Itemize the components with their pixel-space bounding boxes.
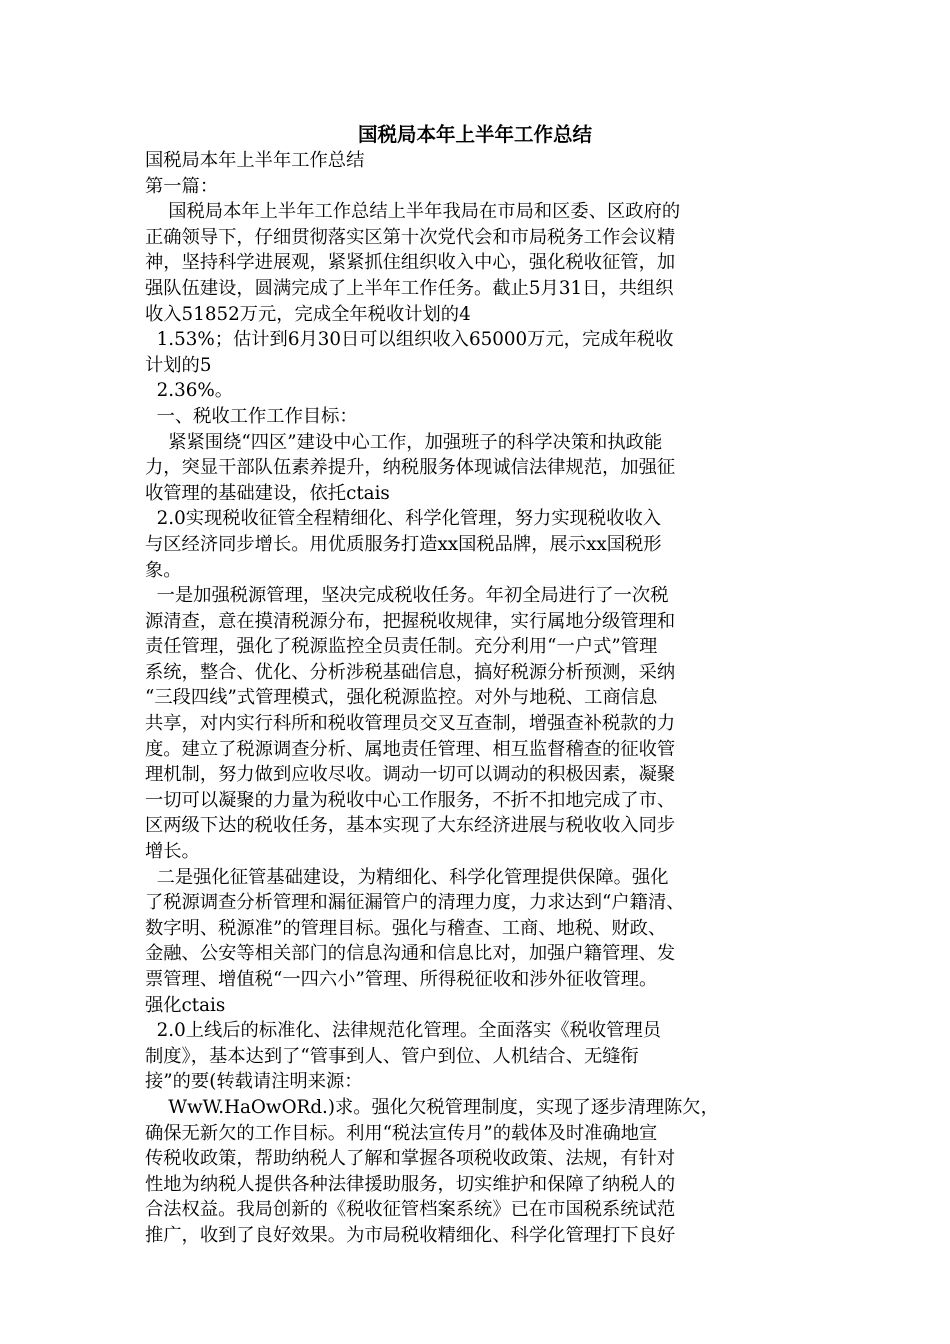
text-line: 2.0实现税收征管全程精细化、科学化管理，努力实现税收收入: [145, 508, 662, 530]
text-line: 正确领导下，仔细贯彻落实区第十次党代会和市局税务工作会议精: [145, 226, 676, 248]
text-line: 理机制，努力做到应收尽收。调动一切可以调动的积极因素，凝聚: [145, 764, 676, 786]
text-line: 传税收政策，帮助纳税人了解和掌握各项税收政策、法规，有针对: [145, 1148, 676, 1170]
text-line: 第一篇：: [145, 175, 219, 197]
text-line: 一、税收工作工作目标：: [145, 405, 358, 427]
text-line: 强化ctais: [145, 994, 226, 1016]
text-line: 1.53%；估计到6月30日可以组织收入65000万元，完成年税收: [145, 329, 674, 351]
text-line: 二是强化征管基础建设，为精细化、科学化管理提供保障。强化: [145, 866, 669, 888]
text-line: 一切可以凝聚的力量为税收中心工作服务，不折不扣地完成了市、: [145, 789, 676, 811]
document-body: [145, 148, 825, 1249]
text-line: 收管理的基础建设，依托ctais: [145, 482, 390, 504]
text-line: 国税局本年上半年工作总结上半年我局在市局和区委、区政府的: [145, 201, 681, 223]
text-line: 票管理、增值税“一四六小”管理、所得税征收和涉外征收管理。: [145, 969, 658, 990]
text-line: 增长。: [145, 841, 200, 863]
text-line: “三段四线”式管理模式，强化税源监控。对外与地税、工商信息: [145, 687, 658, 709]
document-title: 国税局本年上半年工作总结: [357, 123, 592, 146]
text-line: 金融、公安等相关部门的信息沟通和信息比对，加强户籍管理、发: [145, 943, 676, 965]
text-line: 2.0上线后的标准化、法律规范化管理。全面落实《税收管理员: [145, 1020, 662, 1042]
text-line: 一是加强税源管理，坚决完成税收任务。年初全局进行了一次税: [145, 585, 669, 607]
text-line: 神，坚持科学进展观，紧紧抓住组织收入中心，强化税收征管，加: [145, 252, 676, 274]
text-line: 计划的5: [145, 354, 212, 376]
text-line: 收入51852万元，完成全年税收计划的4: [145, 303, 471, 325]
text-line: 数字明、税源准”的管理目标。强化与稽查、工商、地税、财政、: [145, 917, 667, 939]
text-line: 强队伍建设，圆满完成了上半年工作任务。截止5月31日，共组织: [145, 277, 674, 299]
text-line: 责任管理，强化了税源监控全员责任制。充分利用“一户式”管理: [145, 636, 658, 658]
text-line: 合法权益。我局创新的《税收征管档案系统》已在市国税系统试范: [145, 1199, 676, 1221]
text-line: 共享，对内实行科所和税收管理员交叉互查制，增强查补税款的力: [145, 713, 676, 735]
text-line: 了税源调查分析管理和漏征漏管户的清理力度，力求达到“户籍清、: [145, 892, 685, 914]
text-line: 力，突显干部队伍素养提升，纳税服务体现诚信法律规范，加强征: [145, 457, 676, 479]
text-line: 性地为纳税人提供各种法律援助服务，切实维护和保障了纳税人的: [145, 1173, 676, 1195]
text-line: WwW.HaOwORd.)求。强化欠税管理制度，实现了逐步清理陈欠，: [145, 1096, 719, 1118]
text-line: 度。建立了税源调查分析、属地责任管理、相互监督稽查的征收管: [145, 738, 676, 760]
text-line: 系统，整合、优化、分析涉税基础信息，搞好税源分析预测，采纳: [145, 661, 676, 683]
text-line: 源清查，意在摸清税源分布，把握税收规律，实行属地分级管理和: [145, 610, 676, 632]
text-line: 与区经济同步增长。用优质服务打造xx国税品牌，展示xx国税形: [145, 533, 662, 555]
text-line: 2.36%。: [145, 380, 233, 402]
text-line: 象。: [145, 559, 182, 581]
text-line: 国税局本年上半年工作总结: [145, 150, 365, 171]
text-line: 推广，收到了良好效果。为市局税收精细化、科学化管理打下良好: [145, 1224, 676, 1246]
text-line: 接”的要(转载请注明来源：: [145, 1071, 363, 1093]
text-line: 紧紧围绕“四区”建设中心工作，加强班子的科学决策和执政能: [145, 431, 663, 453]
text-line: 确保无新欠的工作目标。利用“税法宣传月”的载体及时准确地宣: [145, 1122, 658, 1144]
text-line: 区两级下达的税收任务，基本实现了大东经济进展与税收收入同步: [145, 815, 676, 837]
text-line: 制度》，基本达到了“管事到人、管户到位、人机结合、无缝衔: [145, 1045, 639, 1067]
